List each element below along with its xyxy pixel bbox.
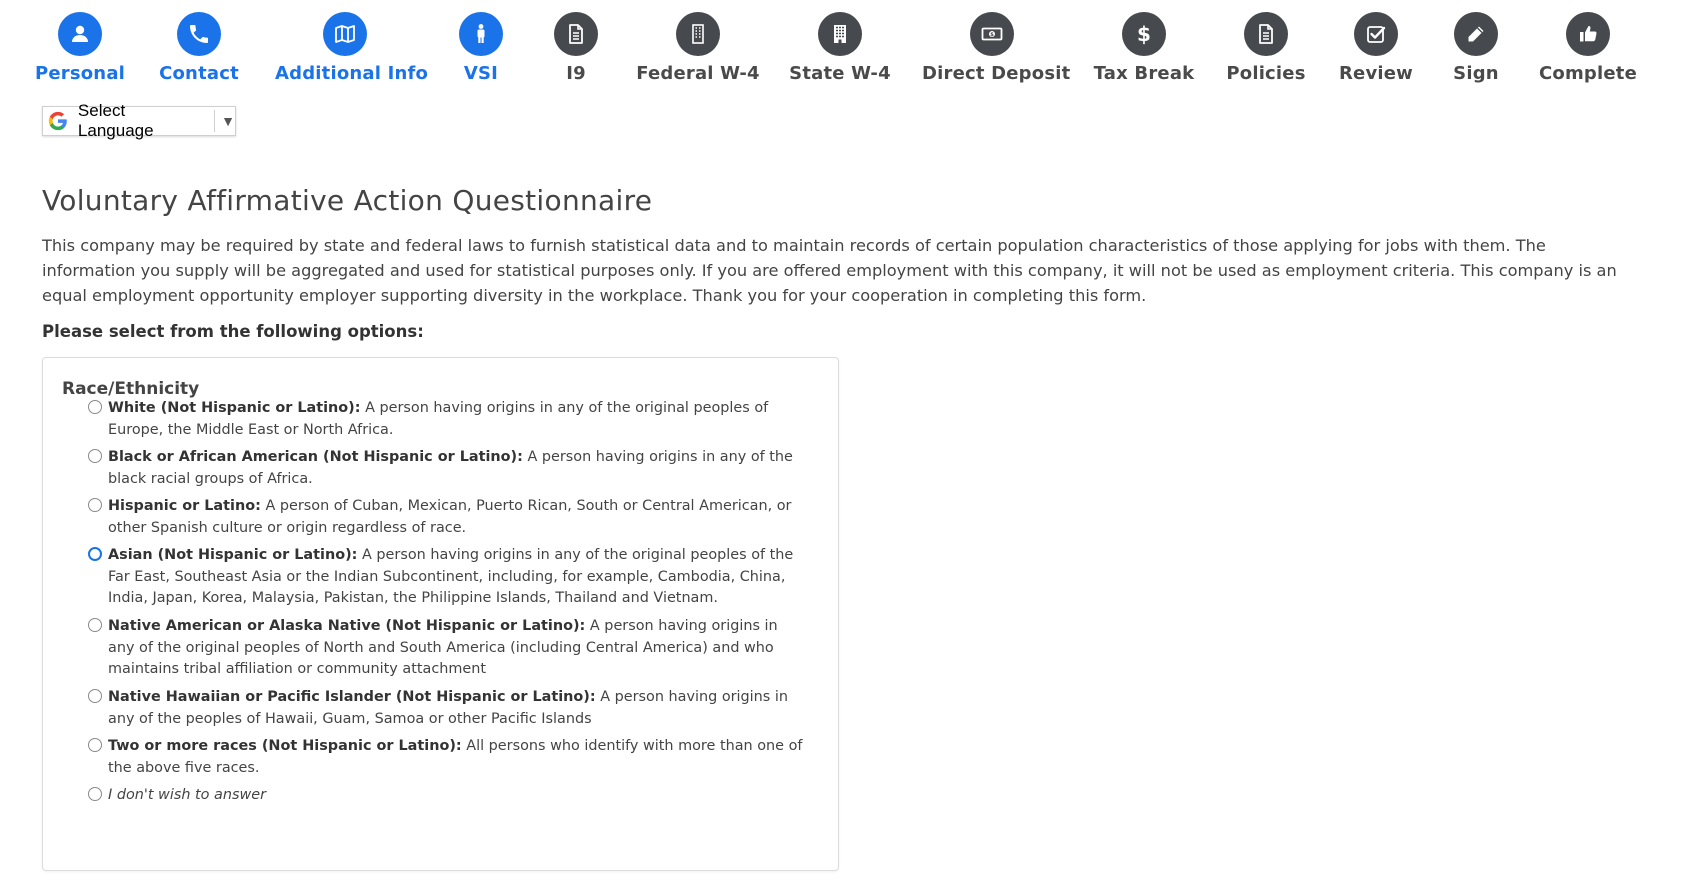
divider	[214, 110, 215, 132]
step-tax-break[interactable]	[1074, 12, 1214, 84]
person-icon	[459, 12, 503, 56]
step-label: Additional Info	[275, 63, 429, 84]
race-option-native-american[interactable]	[88, 616, 808, 681]
radio-button[interactable]	[88, 738, 102, 752]
option-name: I don't wish to answer	[108, 787, 267, 803]
document-icon	[554, 12, 598, 56]
checkbox-icon	[1354, 12, 1398, 56]
option-name: Asian (Not Hispanic or Latino):	[108, 547, 358, 563]
step-label: VSI	[463, 63, 499, 84]
option-description: A person having origins in any of the peoples of Hawaii, Guam, Samoa or other Pacific Islands	[108, 689, 788, 727]
option-description: All persons who identify with more than one of the above five races.	[108, 738, 803, 776]
step-label: State W-4	[789, 63, 891, 84]
office-building-icon	[818, 12, 862, 56]
radio-button[interactable]	[88, 498, 102, 512]
step-federal-w4[interactable]	[628, 12, 768, 84]
money-icon	[970, 12, 1014, 56]
step-complete[interactable]	[1518, 12, 1658, 84]
race-ethnicity-panel	[42, 357, 839, 871]
option-name: White (Not Hispanic or Latino):	[108, 400, 361, 416]
race-option-white[interactable]	[88, 398, 808, 441]
option-name: Native American or Alaska Native (Not Hispanic or Latino):	[108, 618, 586, 634]
step-label: Contact	[159, 63, 239, 84]
race-option-decline[interactable]	[88, 785, 808, 807]
step-state-w4[interactable]	[770, 12, 910, 84]
step-label: Federal W-4	[636, 63, 760, 84]
radio-button-selected[interactable]	[88, 547, 102, 561]
race-option-asian[interactable]	[88, 545, 808, 610]
radio-button[interactable]	[88, 400, 102, 414]
svg-text:$: $	[990, 32, 994, 38]
race-option-pacific-islander[interactable]	[88, 687, 808, 730]
race-option-black[interactable]	[88, 447, 808, 490]
option-name: Native Hawaiian or Pacific Islander (Not Hispanic or Latino):	[108, 689, 596, 705]
radio-button[interactable]	[88, 618, 102, 632]
steps-nav	[0, 12, 1699, 92]
option-description: A person having origins in any of the original peoples of North and South America (including Central America) and who maintains tribal affiliation or community attachment	[108, 618, 778, 678]
chevron-down-icon: ▼	[221, 113, 235, 129]
option-description: A person having origins in any of the original peoples of Europe, the Middle East or North Africa.	[108, 400, 769, 438]
document-icon	[1244, 12, 1288, 56]
language-select[interactable]	[42, 101, 236, 140]
step-label: Sign	[1453, 63, 1499, 84]
building-icon	[676, 12, 720, 56]
step-direct-deposit[interactable]	[922, 12, 1071, 84]
instruction-text: Please select from the following options:	[42, 322, 424, 341]
pencil-icon	[1454, 12, 1498, 56]
step-contact[interactable]	[129, 12, 269, 84]
map-icon	[323, 12, 367, 56]
step-i9[interactable]	[506, 12, 646, 84]
option-description: A person of Cuban, Mexican, Puerto Rican, South or Central American, or other Spanish culture or origin regardless of race.	[108, 498, 792, 536]
language-label: Select Language	[77, 101, 154, 140]
step-label: I9	[566, 63, 586, 84]
step-label: Complete	[1538, 63, 1637, 84]
panel-title: Race/Ethnicity	[62, 379, 200, 399]
step-label: Policies	[1226, 63, 1306, 84]
step-label: Personal	[34, 63, 126, 84]
option-name: Black or African American (Not Hispanic or Latino):	[108, 449, 523, 465]
dollar-icon	[1122, 12, 1166, 56]
phone-icon	[177, 12, 221, 56]
step-additional-info[interactable]	[275, 12, 429, 84]
step-label: Review	[1338, 63, 1413, 84]
step-label: Tax Break	[1093, 63, 1195, 84]
google-g-icon	[45, 108, 71, 134]
step-label: Direct Deposit	[922, 63, 1071, 84]
page-title: Voluntary Affirmative Action Questionnaire	[42, 184, 653, 217]
race-option-two-or-more[interactable]	[88, 736, 808, 779]
race-option-hispanic[interactable]	[88, 496, 808, 539]
radio-button[interactable]	[88, 787, 102, 801]
option-description: A person having origins in any of the original peoples of the Far East, Southeast Asia or the Indian Subcontinent, including, for example, Cambodia, China, India, Japan, Korea, Malaysia, Pakistan, the Philippine Islands, Thailand and Vietnam.	[108, 547, 794, 607]
svg-text:$: $	[1137, 22, 1151, 46]
user-icon	[58, 12, 102, 56]
intro-text: This company may be required by state and federal laws to furnish statistical data and to maintain records of certain population characteristics of those applying for jobs with them. The information you supply will be aggregated and used for statistical purposes only. If you are offered employment with this company, it will not be used as employment criteria. This company is an equal employment opportunity employer supporting diversity in the workplace. Thank you for your cooperation in completing this form.	[42, 236, 1617, 305]
option-description: A person having origins in any of the black racial groups of Africa.	[108, 449, 793, 487]
radio-button[interactable]	[88, 689, 102, 703]
thumbs-up-icon	[1566, 12, 1610, 56]
option-name: Two or more races (Not Hispanic or Latino):	[108, 738, 462, 754]
radio-button[interactable]	[88, 449, 102, 463]
option-name: Hispanic or Latino:	[108, 498, 261, 514]
